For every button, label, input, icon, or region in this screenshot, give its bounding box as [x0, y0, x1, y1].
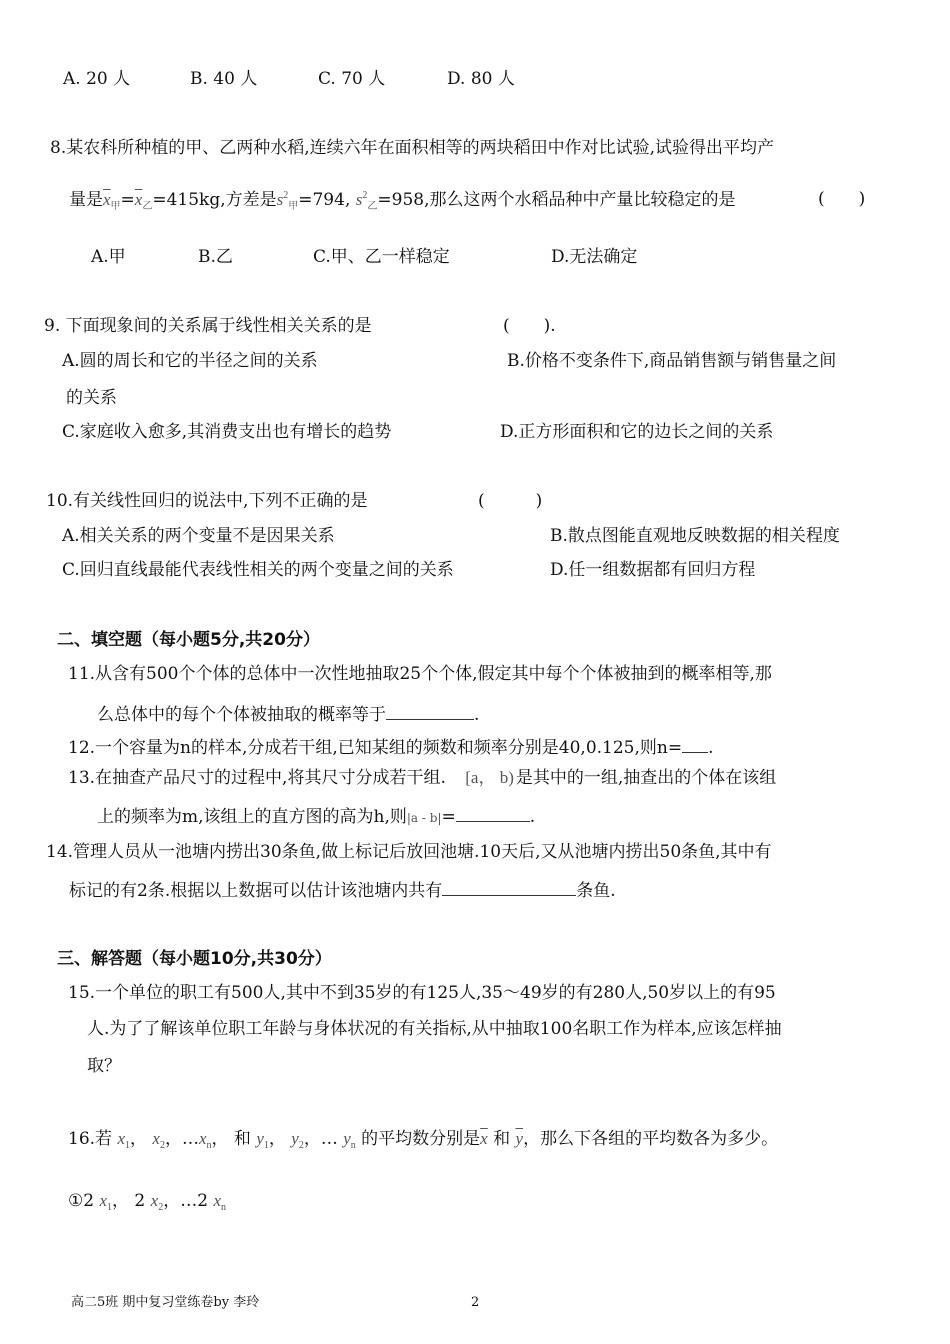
q12-answer-blank[interactable]	[682, 737, 708, 753]
q16-prefix: 16.若	[68, 1129, 113, 1149]
q10-answer-bracket: ( )	[478, 491, 543, 511]
q7-option-d: D. 80 人	[447, 69, 515, 89]
q8-prefix: 量是	[69, 190, 103, 210]
q16-y1: $y_1$	[256, 1129, 269, 1151]
q16-comma: ，	[303, 1129, 321, 1149]
page-number: 2	[471, 1295, 480, 1310]
q13-answer-blank[interactable]	[456, 806, 530, 822]
q14-line2	[69, 880, 616, 900]
q11-answer-blank[interactable]	[386, 704, 474, 720]
q16-item1-xn: $x_n$	[213, 1191, 226, 1213]
section-2-title: 二、填空题（每小题5分,共20分）	[57, 630, 320, 650]
q16-xn: $x_n$	[198, 1129, 212, 1151]
q8-option-b: B.乙	[198, 247, 233, 267]
q13-abs-expr: |a - b|	[406, 811, 442, 825]
q9-option-b: B.价格不变条件下,商品销售额与销售量之间	[507, 351, 837, 371]
q13-line1-b: 是其中的一组,抽查出的个体在该组	[515, 768, 777, 788]
q12-text: 12.一个容量为n的样本,分成若干组,已知某组的频数和频率分别是40,0.125,则n=	[68, 738, 683, 758]
q12-end: .	[708, 738, 714, 758]
q8-mean-yi: $\overline{x}_乙$	[134, 190, 153, 212]
q15-line1: 15.一个单位的职工有500人,其中不到35岁的有125人,35～49岁的有280人,50岁以上的有95	[68, 983, 776, 1003]
q8-stem-line2	[69, 191, 736, 212]
q7-option-a: A. 20 人	[63, 69, 131, 89]
q16-two: 2	[197, 1191, 209, 1211]
q16-comma: ，	[211, 1129, 229, 1149]
q16-two: 2	[134, 1191, 146, 1211]
q14-line2-b: 条鱼.	[576, 881, 616, 901]
q16-item1-x2: $x_2$	[150, 1191, 164, 1213]
q13-line1	[68, 769, 776, 787]
q16-comma: ，	[130, 1129, 147, 1149]
q9-stem: 9. 下面现象间的关系属于线性相关关系的是	[44, 316, 372, 336]
q13-eq: =	[441, 807, 456, 827]
q16-mean-y: $\overline{y}$	[515, 1129, 524, 1148]
q12-line	[68, 737, 714, 757]
q16-y2: $y_2$	[291, 1129, 304, 1151]
q8-var-jia-symbol: $s^2_甲$	[276, 190, 299, 212]
q16-dots: …	[320, 1129, 338, 1149]
q8-option-d: D.无法确定	[551, 247, 638, 267]
q16-yn: $y_n$	[343, 1129, 356, 1151]
q11-line2	[97, 704, 479, 724]
q14-line1: 14.管理人员从一池塘内捞出30条鱼,做上标记后放回池塘.10天后,又从池塘内捞出50条鱼,其中有	[46, 842, 772, 862]
q8-option-c: C.甲、乙一样稳定	[313, 247, 450, 267]
q14-answer-blank[interactable]	[442, 880, 576, 896]
q13-end: .	[529, 807, 536, 827]
q11-end: .	[474, 705, 480, 725]
q8-stem-line1: 8.某农科所种植的甲、乙两种水稻,连续六年在面积相等的两块稻田中作对比试验,试验得出平均产	[50, 138, 775, 158]
q11-line2-text: 么总体中的每个个体被抽取的概率等于	[97, 705, 386, 725]
q16-and-2: 和	[493, 1129, 511, 1149]
q15-line3: 取？	[87, 1056, 121, 1076]
q16-comma: ，	[268, 1129, 286, 1149]
footer-title: 高二5班 期中复习堂练卷by 李玲	[71, 1295, 260, 1310]
q16-item-1	[68, 1192, 226, 1213]
q9-option-a: A.圆的周长和它的半径之间的关系	[62, 351, 318, 371]
q16-comma: ，	[163, 1191, 181, 1211]
q16-dots: …	[180, 1191, 198, 1211]
q8-var-yi-value: =958,那么这两个水稻品种中产量比较稳定的是	[377, 190, 736, 210]
q16-comma: ，	[112, 1191, 130, 1211]
q16-comma: ，	[164, 1129, 182, 1149]
q16-and: 和	[233, 1129, 251, 1149]
q13-line1-a: 13.在抽查产品尺寸的过程中,将其尺寸分成若干组.	[68, 768, 446, 788]
q9-answer-bracket: ( ).	[503, 316, 556, 336]
q9-option-c: C.家庭收入愈多,其消费支出也有增长的趋势	[62, 422, 392, 442]
q10-stem: 10.有关线性回归的说法中,下列不正确的是	[46, 491, 368, 511]
q10-option-c: C.回归直线最能代表线性相关的两个变量之间的关系	[62, 560, 454, 580]
q15-line2: 人.为了了解该单位职工年龄与身体状况的有关指标,从中抽取100名职工作为样本,应该怎样抽	[87, 1019, 782, 1039]
q8-eq: =	[120, 190, 135, 210]
q9-option-b-cont: 的关系	[66, 388, 117, 408]
q16-x1: $x_1$	[117, 1129, 130, 1151]
q16-mid-text: 的平均数分别是	[361, 1129, 481, 1149]
q16-mean-x: $\overline{x}$	[480, 1129, 488, 1148]
q16-item-1-label: ①2	[68, 1191, 95, 1211]
q16-stem	[68, 1130, 778, 1151]
q10-option-d: D.任一组数据都有回归方程	[550, 560, 756, 580]
q16-suffix: ，那么下各组的平均数各为多少。	[523, 1129, 779, 1149]
q14-line2-a: 标记的有2条.根据以上数据可以估计该池塘内共有	[69, 881, 443, 901]
q8-answer-bracket: ( )	[818, 189, 866, 209]
q11-line1: 11.从含有500个个体的总体中一次性地抽取25个个体,假定其中每个个体被抽到的概率相等,那	[68, 664, 772, 684]
q7-option-b: B. 40 人	[190, 69, 258, 89]
q16-dots: …	[181, 1129, 199, 1149]
q16-x2: $x_2$	[152, 1129, 165, 1151]
q13-line2-a: 上的频率为m,该组上的直方图的高为h,则	[97, 807, 407, 827]
q10-option-a: A.相关关系的两个变量不是因果关系	[62, 526, 335, 546]
q8-option-a: A.甲	[91, 247, 126, 267]
q13-interval: [a， b)	[465, 768, 514, 787]
q16-item1-x1: $x_1$	[99, 1191, 113, 1213]
q10-option-b: B.散点图能直观地反映数据的相关程度	[550, 526, 840, 546]
q8-mean-value: =415kg,方差是	[152, 190, 277, 210]
section-3-title: 三、解答题（每小题10分,共30分）	[57, 949, 332, 969]
q9-option-d: D.正方形面积和它的边长之间的关系	[500, 422, 774, 442]
q8-var-jia-value: =794,	[298, 190, 351, 210]
q13-line2	[97, 806, 535, 826]
q7-option-c: C. 70 人	[318, 69, 386, 89]
q8-mean-jia: $\overline{x}_甲$	[103, 190, 121, 212]
q8-var-yi-symbol: $s^2_乙$	[355, 190, 378, 212]
